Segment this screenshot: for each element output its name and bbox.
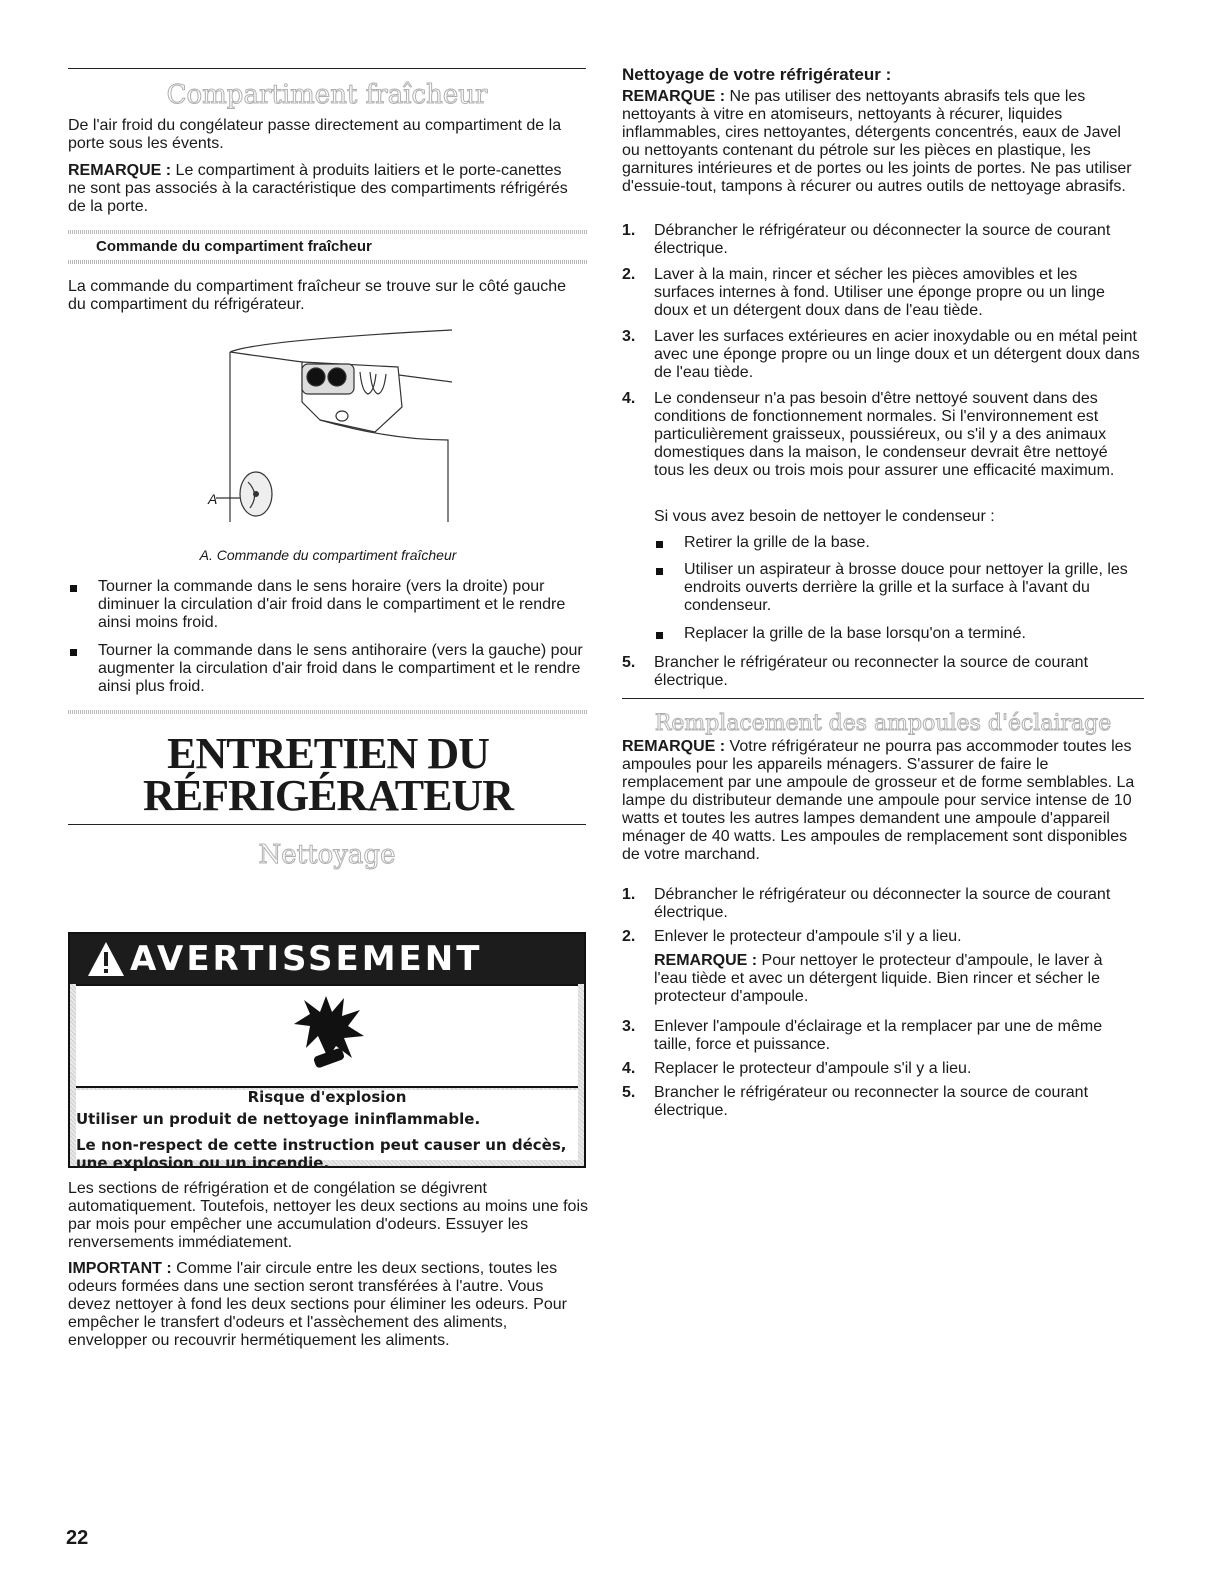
step-number: 5. [622, 1084, 636, 1101]
section-title-nettoyage: Nettoyage [258, 840, 396, 870]
step-3: Laver les surfaces extérieures en acier inoxydable ou en métal peint avec une éponge propre ou un linge doux et un détergent doux dans de l'eau tiède. [654, 328, 1140, 381]
main-title-line1: ENTRETIEN DU [167, 729, 489, 778]
dotted-rule [68, 260, 588, 264]
bullet-horaire: Tourner la commande dans le sens horaire (vers la droite) pour diminuer la circulation d'air froid dans le compartiment et le rendre ainsi moins froid. [98, 578, 566, 631]
step-5: Brancher le réfrigérateur ou reconnecter la source de courant électrique. [654, 654, 1089, 689]
warning-triangle-icon [86, 940, 126, 978]
bulb-step-3: Enlever l'ampoule d'éclairage et la remplacer par une de même taille, force et puissance. [654, 1018, 1103, 1053]
step-number: 3. [622, 328, 636, 345]
paragraph-commande: La commande du compartiment fraîcheur se trouve sur le côté gauche du compartiment du réfrigérateur. [68, 278, 567, 313]
figure-caption: A. Commande du compartiment fraîcheur [199, 547, 457, 563]
section-title-ampoules: Remplacement des ampoules d'éclairage [654, 711, 1112, 736]
heading-nettoyage-refrigerateur: Nettoyage de votre réfrigérateur : [622, 65, 892, 84]
section-title-compartiment: Compartiment fraîcheur [166, 80, 488, 110]
condenser-intro: Si vous avez besoin de nettoyer le condenseur : [654, 508, 995, 525]
important-text: Comme l'air circule entre les deux sections, toutes les odeurs formées dans une section seront transférées à l'autre. Vous devez nettoyer à fond les deux sections pour éliminer les odeurs. Pour empêcher le transfert d'odeurs et l'assèchement des aliments, envelopper ou recouvrir hermétiquement les aliments. [68, 1260, 567, 1349]
bullet-square [656, 541, 663, 548]
main-title-line2: RÉFRIGÉRATEUR [142, 771, 513, 820]
note-text: Pour nettoyer le protecteur d'ampoule, le laver à l'eau tiède et avec un détergent liquide. Bien rincer et sécher le protecteur d'ampoule. [654, 952, 1103, 1005]
figure-label-a-marker [253, 491, 259, 497]
note-ampoules [622, 738, 1140, 864]
step-number: 4. [622, 1060, 636, 1077]
note-nettoyants [622, 88, 1142, 196]
warning-risk: Risque d'explosion [247, 1088, 407, 1106]
condenser-bullet-1: Retirer la grille de la base. [684, 534, 870, 551]
note-label: REMARQUE : [622, 88, 726, 105]
note-label: REMARQUE : [622, 738, 726, 755]
note-text: Ne pas utiliser des nettoyants abrasifs tels que les nettoyants à vitre en atomiseurs, nettoyants à récurer, liquides inflammables, cires nettoyantes, détergents concentrés, eaux de Javel ou nettoyants contenant du pétrole sur les pièces en plastique, les garnitures intérieures et de portes ou les joints de portes. Ne pas utiliser d'essuie-tout, tampons à récurer ou autres outils de nettoyage abrasifs. [622, 88, 1132, 195]
step-number: 3. [622, 1018, 636, 1035]
paragraph-air-froid: De l'air froid du congélateur passe directement au compartiment de la porte sous les évents. [68, 117, 562, 152]
step-1: Débrancher le réfrigérateur ou déconnecter la source de courant électrique. [654, 222, 1111, 257]
control-figure [190, 322, 470, 532]
note-text: Le compartiment à produits laitiers et le porte-canettes ne sont pas associés à la caractéristique des compartiments réfrigérés de la porte. [68, 162, 568, 215]
paragraph-degivrage: Les sections de réfrigération et de congélation se dégivrent automatiquement. Toutefois, nettoyer les deux sections au moins une fois par mois pour empêcher une accumulation d'odeurs. Essuyer les renversements immédiatement. [68, 1180, 589, 1251]
step-number: 5. [622, 654, 636, 671]
step-4: Le condenseur n'a pas besoin d'être nettoyé souvent dans des conditions de fonctionnement normales. Si l'environnement est particulièrement graisseux, poussiéreux, ou s'il y a des animaux domestiques dans la maison, le condenseur devrait être nettoyé tous les deux ou trois mois pour assurer une efficacité maximum. [654, 390, 1115, 479]
step-number: 1. [622, 222, 636, 239]
condenser-bullet-3: Replacer la grille de la base lorsqu'on a terminé. [684, 625, 1026, 642]
important-label: IMPORTANT : [68, 1260, 172, 1277]
step-number: 2. [622, 928, 636, 945]
bulb-step-2-note [654, 952, 1140, 1006]
section-rule [622, 698, 1144, 699]
step-2: Laver à la main, rincer et sécher les pièces amovibles et les surfaces internes à fond. Utiliser une éponge propre ou un linge doux et un détergent doux dans de l'eau tiède. [654, 266, 1105, 319]
bulb-step-5: Brancher le réfrigérateur ou reconnecter la source de courant électrique. [654, 1084, 1089, 1119]
step-number: 2. [622, 266, 636, 283]
warning-header-text: AVERTISSEMENT [130, 939, 483, 979]
bullet-antihoraire: Tourner la commande dans le sens antihoraire (vers la gauche) pour augmenter la circulation d'air froid dans le compartiment et le rendre ainsi plus froid. [98, 642, 583, 695]
note-produits-laitiers [68, 162, 578, 216]
step-number: 4. [622, 390, 636, 407]
bullet-square [656, 632, 663, 639]
warning-header [70, 934, 584, 984]
subheading-commande: Commande du compartiment fraîcheur [96, 238, 372, 255]
page-number: 22 [66, 1527, 89, 1549]
warning-symbol-area [76, 984, 578, 1088]
paragraph-important [68, 1260, 588, 1350]
step-number: 1. [622, 886, 636, 903]
figure-label-a: A [208, 491, 218, 507]
section-rule [68, 824, 586, 825]
note-label: REMARQUE : [654, 952, 758, 969]
note-label: REMARQUE : [68, 162, 172, 179]
warning-box [68, 932, 586, 1168]
bullet-square [70, 649, 77, 656]
bulb-step-2: Enlever le protecteur d'ampoule s'il y a lieu. [654, 928, 962, 945]
bullet-square [70, 585, 77, 592]
dotted-rule [68, 230, 588, 234]
warning-line1: Utiliser un produit de nettoyage ininflammable. [76, 1110, 481, 1128]
explosion-icon [288, 996, 368, 1076]
warning-line2: Le non-respect de cette instruction peut causer un décès, une explosion ou un incendie. [76, 1136, 567, 1172]
top-rule-left [68, 68, 586, 69]
bulb-step-1: Débrancher le réfrigérateur ou déconnecter la source de courant électrique. [654, 886, 1111, 921]
bullet-square [656, 568, 663, 575]
condenser-bullet-2: Utiliser un aspirateur à brosse douce pour nettoyer la grille, les endroits ouverts derrière la grille et la surface à l'avant du condenseur. [684, 561, 1128, 614]
dotted-rule [68, 710, 588, 714]
bulb-step-4: Replacer le protecteur d'ampoule s'il y a lieu. [654, 1060, 972, 1077]
note-text: Votre réfrigérateur ne pourra pas accommoder toutes les ampoules pour les appareils ménagers. S'assurer de faire le remplacement par une ampoule de grosseur et de forme semblables. La lampe du distributeur demande une ampoule pour service intense de 10 watts et toutes les autres lampes demandent une ampoule d'appareil ménager de 40 watts. Les ampoules de remplacement sont disponibles de votre marchand. [622, 738, 1135, 863]
